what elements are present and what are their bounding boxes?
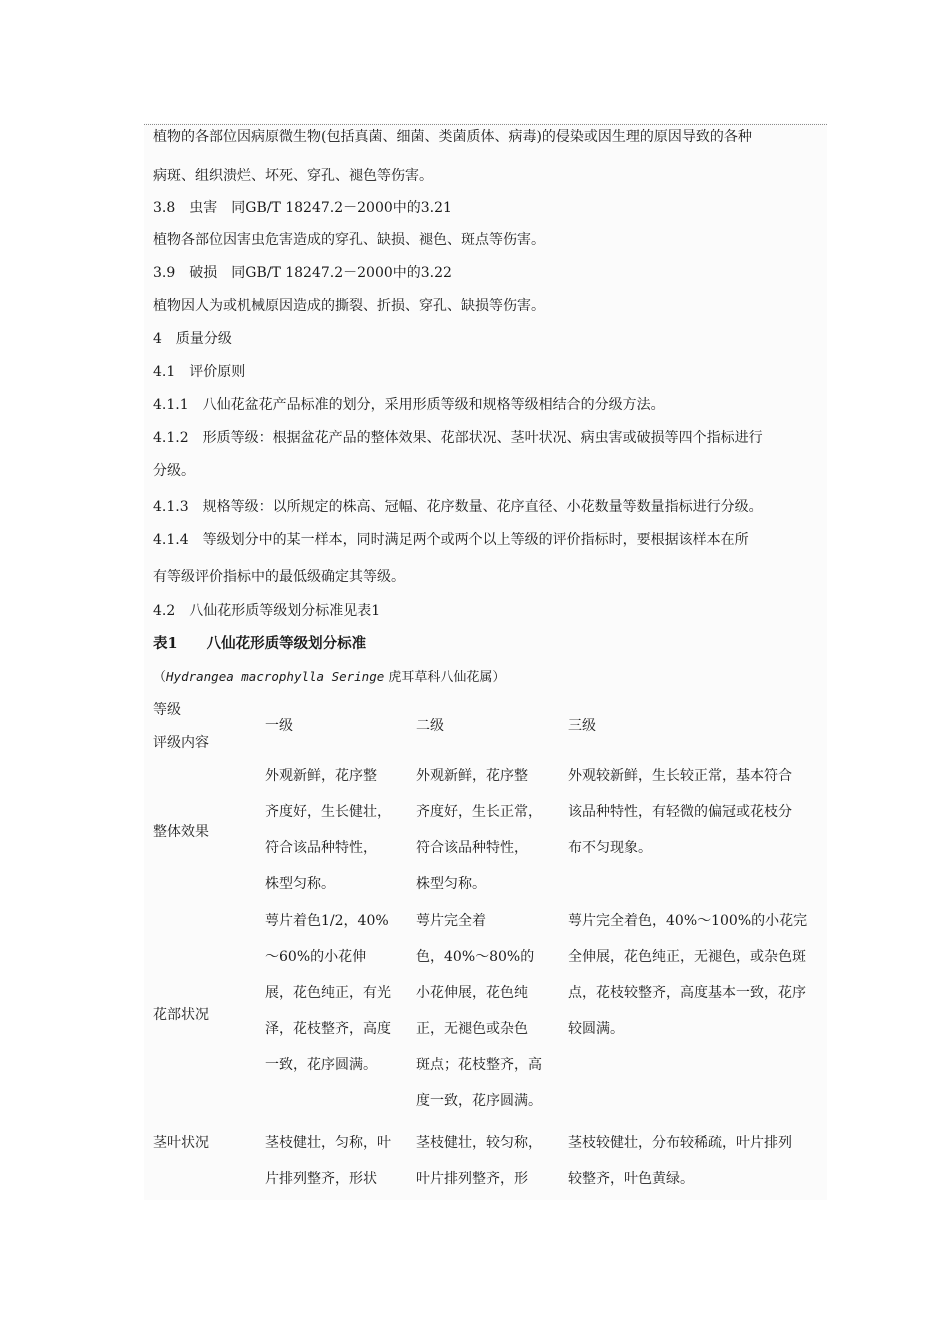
table-cell-grade1 [265, 903, 391, 1083]
cell-line: 斑点；花枝整齐，高 [416, 1057, 542, 1073]
cell-line: 萼片完全着色，40%～100%的小花完 [568, 913, 808, 929]
cell-line: 茎枝健壮，匀称，叶 [265, 1135, 391, 1151]
cell-line: 片排列整齐，形状 [265, 1171, 377, 1187]
cell-line: 外观新鲜，花序整 [265, 768, 377, 784]
table-corner-bottom: 评级内容 [153, 735, 209, 751]
body-line: 3.8 虫害 同GB/T 18247.2－2000中的3.21 [153, 200, 452, 216]
header-divider [144, 124, 827, 125]
cell-line: 度一致，花序圆满。 [416, 1093, 542, 1109]
cell-line: 齐度好，生长正常， [416, 804, 542, 820]
body-line: 4.1.1 八仙花盆花产品标准的划分，采用形质等级和规格等级相结合的分级方法。 [153, 397, 665, 413]
table-note-latin: Hydrangea macrophylla Seringe [166, 669, 385, 684]
cell-line: 符合该品种特性， [416, 840, 528, 856]
cell-line: 符合该品种特性， [265, 840, 377, 856]
table-cell-grade2 [416, 758, 542, 902]
cell-line: 外观较新鲜，生长较正常，基本符合 [568, 768, 792, 784]
cell-line: 小花伸展，花色纯 [416, 985, 528, 1001]
body-line: 分级。 [153, 463, 195, 479]
cell-line: 较圆满。 [568, 1021, 624, 1037]
table-caption: 表1 八仙花形质等级划分标准 [153, 635, 367, 652]
cell-line: 较整齐，叶色黄绿。 [568, 1171, 694, 1187]
body-line: 4.1.2 形质等级：根据盆花产品的整体效果、花部状况、茎叶状况、病虫害或破损等四个指标进行 [153, 430, 763, 446]
table-note-family: 虎耳草科八仙花属 [388, 670, 493, 685]
cell-line: 外观新鲜，花序整 [416, 768, 528, 784]
cell-line: ～60%的小花伸 [265, 949, 367, 965]
cell-line: 色，40%～80%的 [416, 949, 535, 965]
cell-line: 一致，花序圆满。 [265, 1057, 377, 1073]
cell-line: 布不匀现象。 [568, 840, 652, 856]
table-cell-grade3 [568, 1125, 792, 1197]
body-line: 3.9 破损 同GB/T 18247.2－2000中的3.22 [153, 265, 452, 281]
cell-line: 株型匀称。 [265, 876, 335, 892]
table-row-label: 整体效果 [153, 824, 209, 840]
table-header-grade2: 二级 [416, 718, 444, 734]
table-cell-grade2 [416, 1125, 542, 1197]
cell-line: 齐度好，生长健壮， [265, 804, 391, 820]
table-cell-grade2 [416, 903, 542, 1119]
cell-line: 萼片完全着 [416, 913, 486, 929]
cell-line: 展，花色纯正，有光 [265, 985, 391, 1001]
body-line: 4.1.4 等级划分中的某一样本，同时满足两个或两个以上等级的评价指标时，要根据该样本在所 [153, 532, 749, 548]
table-cell-grade1 [265, 1125, 391, 1197]
table-header-grade3: 三级 [568, 718, 596, 734]
table-corner-top: 等级 [153, 702, 181, 718]
cell-line: 泽，花枝整齐，高度 [265, 1021, 391, 1037]
body-line: 植物因人为或机械原因造成的撕裂、折损、穿孔、缺损等伤害。 [153, 298, 545, 314]
body-line: 植物各部位因害虫危害造成的穿孔、缺损、褪色、斑点等伤害。 [153, 232, 545, 248]
cell-line: 茎枝较健壮，分布较稀疏，叶片排列 [568, 1135, 792, 1151]
subsection-heading: 4.1 评价原则 [153, 364, 246, 380]
table-cell-grade1 [265, 758, 391, 902]
section-heading: 4 质量分级 [153, 331, 232, 347]
body-line: 4.1.3 规格等级：以所规定的株高、冠幅、花序数量、花序直径、小花数量等数量指标进行分级。 [153, 499, 763, 515]
body-line: 有等级评价指标中的最低级确定其等级。 [153, 569, 405, 585]
cell-line: 全伸展，花色纯正，无褪色，或杂色斑 [568, 949, 806, 965]
body-line: 病斑、组织溃烂、坏死、穿孔、褪色等伤害。 [153, 168, 433, 184]
table-header-grade1: 一级 [265, 718, 293, 734]
table-cell-grade3 [568, 903, 807, 1047]
cell-line: 株型匀称。 [416, 876, 486, 892]
cell-line: 点，花枝较整齐，高度基本一致，花序 [568, 985, 806, 1001]
cell-line: 该品种特性，有轻微的偏冠或花枝分 [568, 804, 792, 820]
cell-line: 茎枝健壮，较匀称， [416, 1135, 542, 1151]
cell-line: 萼片着色1/2，40% [265, 913, 389, 929]
table-note: （Hydrangea macrophylla Seringe 虎耳草科八仙花属） [153, 669, 506, 685]
table-row-label: 花部状况 [153, 1007, 209, 1023]
cell-line: 正，无褪色或杂色 [416, 1021, 528, 1037]
body-line: 植物的各部位因病原微生物(包括真菌、细菌、类菌质体、病毒)的侵染或因生理的原因导致的各种 [153, 129, 752, 145]
cell-line: 叶片排列整齐，形 [416, 1171, 528, 1187]
table-cell-grade3 [568, 758, 792, 866]
subsection-heading: 4.2 八仙花形质等级划分标准见表1 [153, 603, 381, 619]
table-row-label: 茎叶状况 [153, 1135, 209, 1151]
